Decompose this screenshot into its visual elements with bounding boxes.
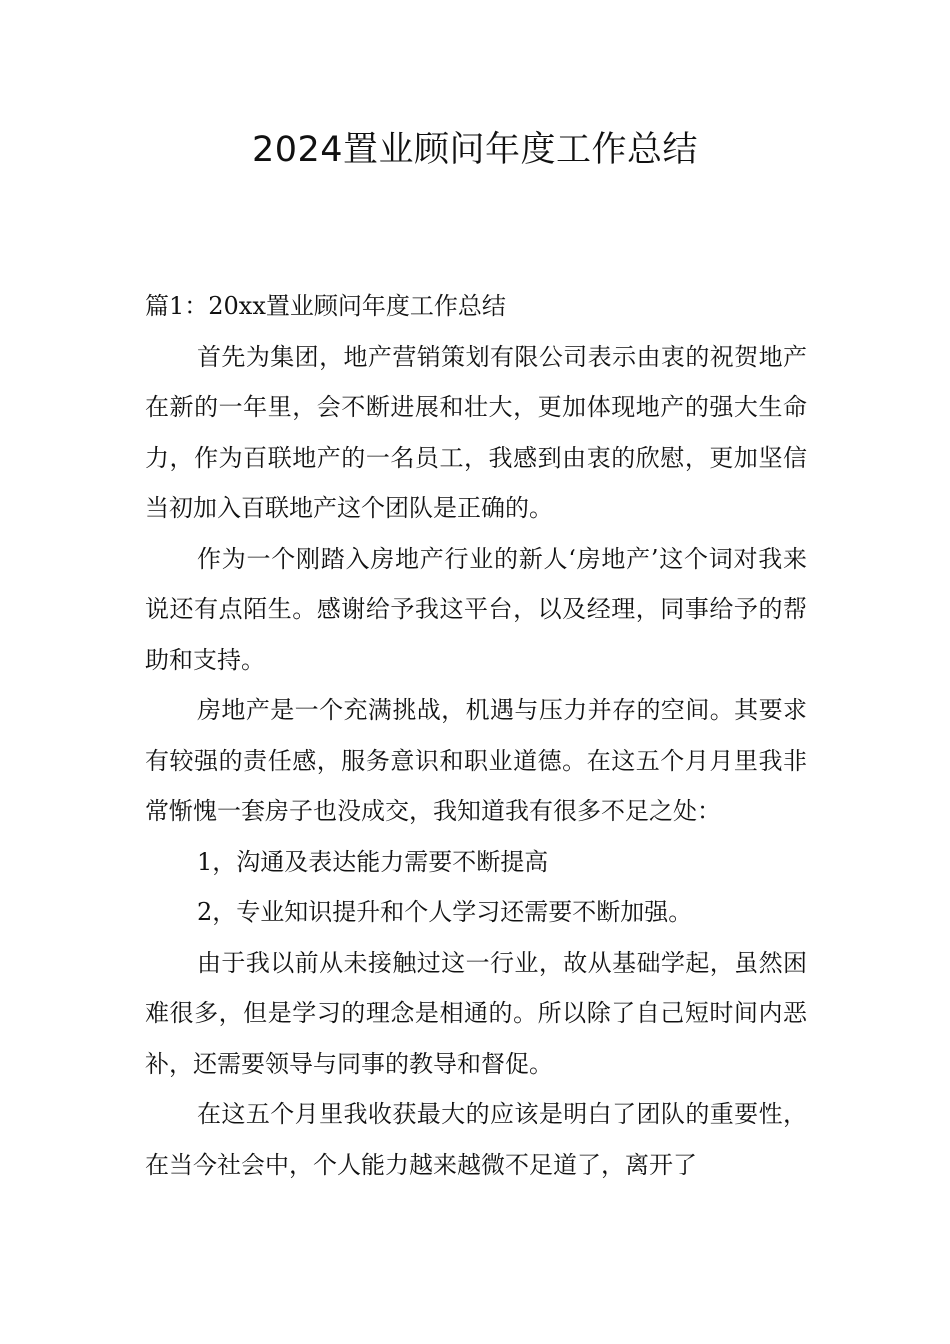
document-body [145, 281, 807, 1190]
paragraph-newcomer: 作为一个刚踏入房地产行业的新人‘房地产’这个词对我来说还有点陌生。感谢给予我这平台，以及经理，同事给予的帮助和支持。 [145, 544, 807, 674]
paragraph-challenges: 房地产是一个充满挑战，机遇与压力并存的空间。其要求有较强的责任感，服务意识和职业道德。在这五个月月里我非常惭愧一套房子也没成交，我知道我有很多不足之处： [145, 696, 807, 825]
list-item-communication: 1，沟通及表达能力需要不断提高 [197, 847, 549, 876]
section-heading: 篇1：20xx置业顾问年度工作总结 [145, 292, 506, 320]
paragraph-intro: 首先为集团，地产营销策划有限公司表示由衷的祝贺地产在新的一年里，会不断进展和壮大，更加体现地产的强大生命力，作为百联地产的一名员工，我感到由衷的欣慰，更加坚信当初加入百联地产这个团队是正确的。 [145, 342, 807, 522]
paragraph-teamwork: 在这五个月里我收获最大的应该是明白了团队的重要性，在当今社会中，个人能力越来越微不足道了，离开了 [145, 1100, 807, 1179]
document-title: 2024置业顾问年度工作总结 [251, 130, 699, 170]
list-item-knowledge: 2，专业知识提升和个人学习还需要不断加强。 [197, 898, 693, 926]
paragraph-learning: 由于我以前从未接触过这一行业，故从基础学起，虽然困难很多，但是学习的理念是相通的。所以除了自己短时间内恶补，还需要领导与同事的教导和督促。 [145, 948, 807, 1078]
